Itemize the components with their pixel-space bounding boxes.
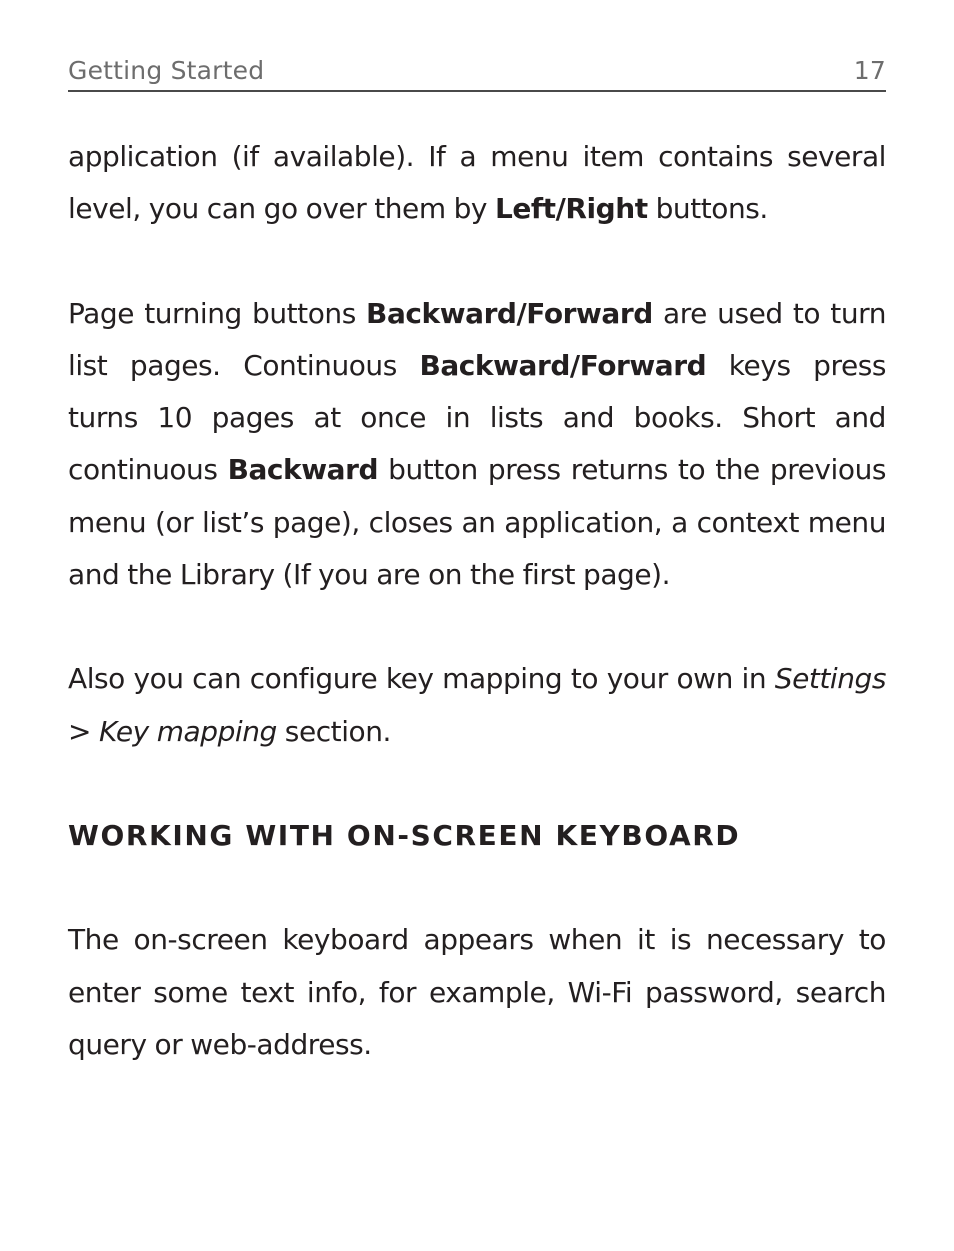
paragraph-2-text-3: keys press turns 10 pages at once in lists and books. Short and continuous [68, 348, 886, 487]
page-number: 17 [853, 56, 886, 85]
paragraph-key-mapping [68, 653, 886, 758]
body-text [68, 131, 886, 1123]
paragraph-on-screen-keyboard [68, 914, 886, 1071]
paragraph-2-text-4: button press returns to the previous menu (or list’s page), closes an application, a context menu and the Library (If you are on the first page). [68, 453, 887, 592]
paragraph-menu-levels [68, 131, 886, 236]
running-header [68, 56, 886, 92]
paragraph-2-text-2: are used to turn list pages. Continuous [68, 296, 886, 382]
paragraph-2-bold-2: Backward/Forward [419, 348, 707, 382]
paragraph-1-text-1: application (if available). If a menu item contains several level, you can go over them by [68, 140, 886, 226]
paragraph-2-bold-1: Backward/Forward [366, 296, 653, 330]
paragraph-3-italic-1: Settings > Key mapping [68, 662, 886, 748]
paragraph-2-text-1: Page turning buttons [68, 296, 367, 330]
paragraph-3-text-2: section. [276, 714, 391, 748]
paragraph-1-text-2: buttons. [647, 192, 768, 226]
paragraph-1-bold-1: Left/Right [495, 192, 648, 226]
paragraph-4-text-1: The on-screen keyboard appears when it is necessary to enter some text info, for example, Wi-Fi password, search query or web-address. [68, 923, 886, 1061]
paragraph-2-bold-3: Backward [227, 453, 379, 487]
section-title: Getting Started [68, 56, 265, 85]
paragraph-3-text-1: Also you can configure key mapping to your own in [68, 662, 775, 696]
section-heading: WORKING WITH ON-SCREEN KEYBOARD [68, 818, 741, 852]
paragraph-page-turning [68, 288, 886, 602]
